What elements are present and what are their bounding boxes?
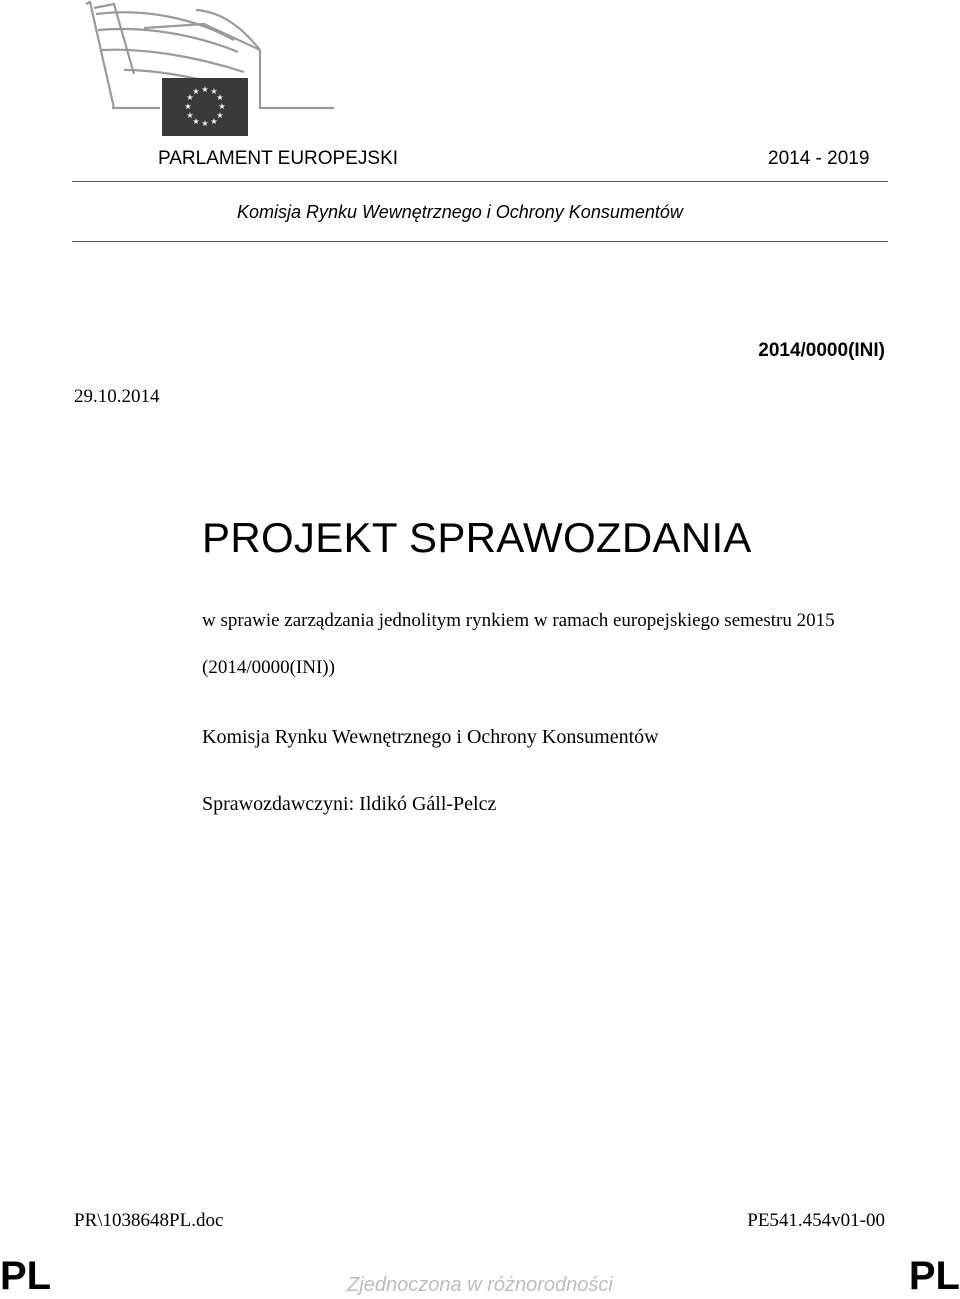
- procedure-reference: 2014/0000(INI): [758, 340, 885, 361]
- svg-text:★: ★: [210, 117, 218, 126]
- parliamentary-term: 2014 - 2019: [768, 148, 870, 169]
- svg-text:★: ★: [216, 111, 224, 120]
- document-subject: w sprawie zarządzania jednolitym rynkiem w ramach europejskiego semestru 2015: [202, 610, 835, 631]
- language-code-right: PL: [908, 1254, 960, 1298]
- subject-procedure-reference: (2014/0000(INI)): [202, 657, 335, 678]
- rapporteur: Sprawozdawczyni: Ildikó Gáll-Pelcz: [202, 793, 497, 815]
- language-code-left: PL: [0, 1254, 52, 1298]
- svg-text:★: ★: [186, 93, 194, 102]
- svg-text:★: ★: [201, 119, 209, 128]
- header-divider-bottom: [72, 241, 888, 242]
- header-divider-top: [72, 181, 888, 182]
- committee-header: Komisja Rynku Wewnętrznego i Ochrony Konsumentów: [237, 202, 683, 222]
- document-date: 29.10.2014: [74, 386, 160, 407]
- institution-name: PARLAMENT EUROPEJSKI: [158, 148, 399, 169]
- svg-text:★: ★: [216, 93, 224, 102]
- eu-motto: Zjednoczona w różnorodności: [347, 1274, 613, 1296]
- european-parliament-logo: [84, 0, 344, 140]
- svg-text:★: ★: [192, 117, 200, 126]
- svg-text:★: ★: [210, 87, 218, 96]
- document-title: PROJEKT SPRAWOZDANIA: [202, 514, 752, 561]
- svg-text:★: ★: [184, 102, 192, 111]
- responsible-committee: Komisja Rynku Wewnętrznego i Ochrony Konsumentów: [202, 726, 659, 748]
- svg-text:★: ★: [218, 102, 226, 111]
- pe-number: PE541.454v01-00: [747, 1210, 885, 1231]
- svg-text:★: ★: [192, 87, 200, 96]
- svg-text:★: ★: [186, 111, 194, 120]
- svg-text:★: ★: [201, 85, 209, 94]
- file-name: PR\1038648PL.doc: [74, 1210, 224, 1231]
